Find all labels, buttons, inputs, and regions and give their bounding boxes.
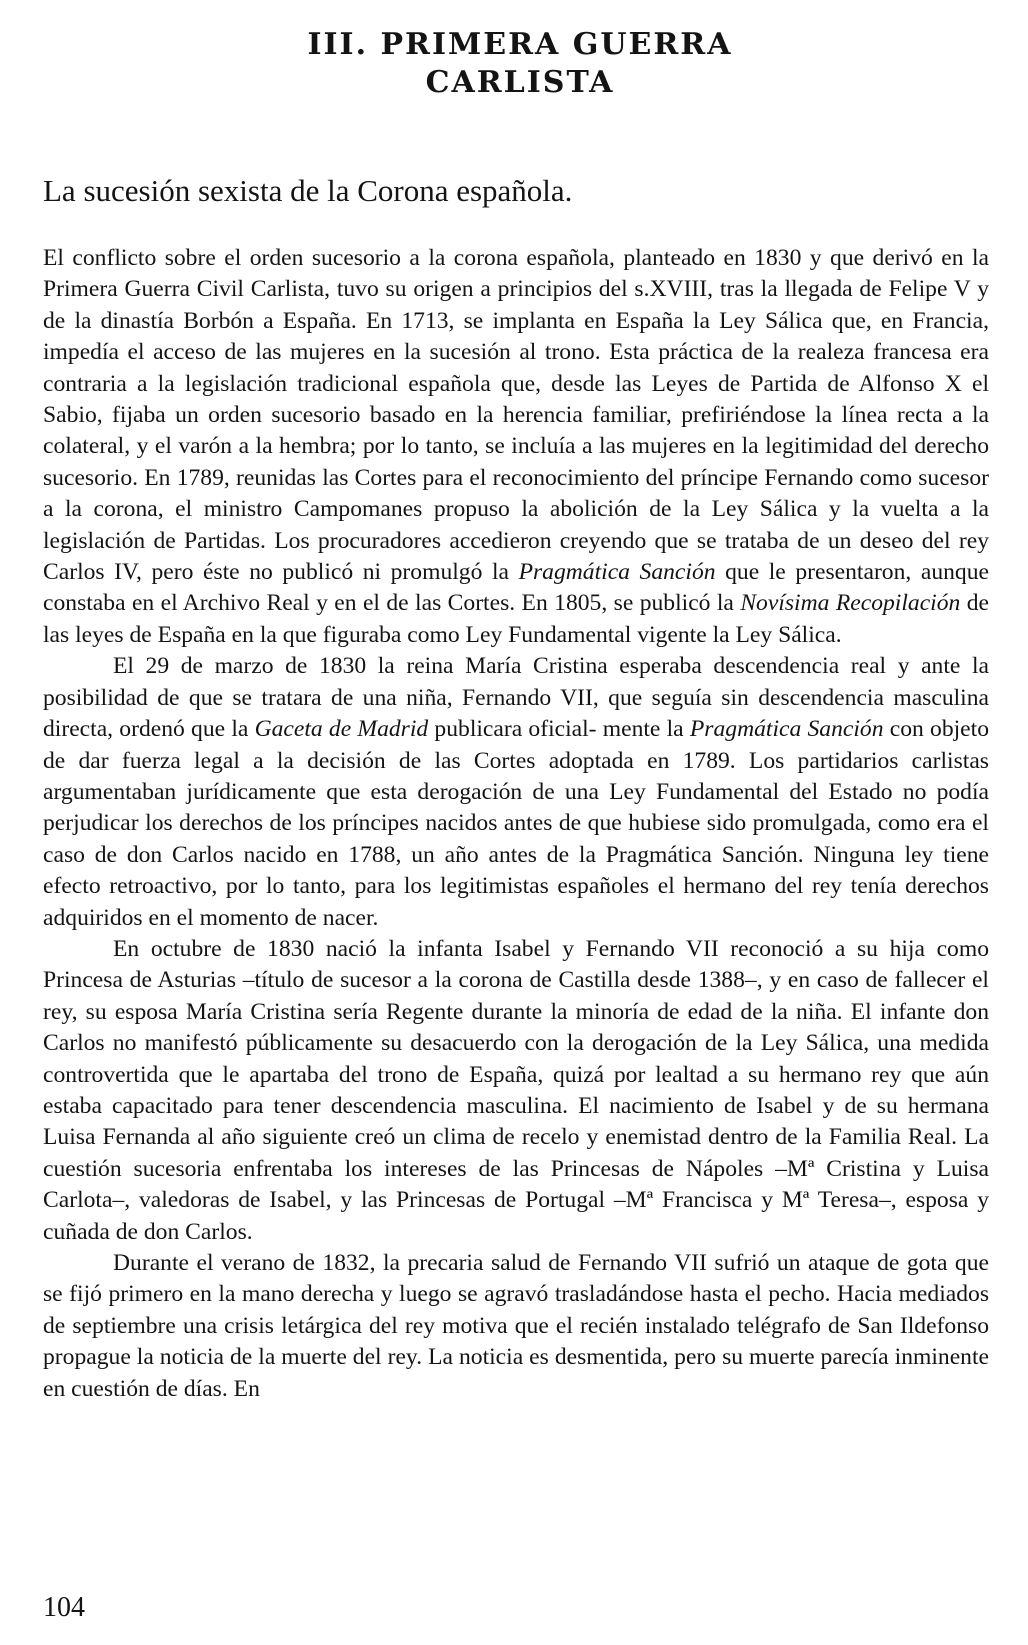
paragraph-1-text-3: de las leyes de España en la que figuraba como Ley Fundamental vigente la Ley Sálica. xyxy=(43,590,989,648)
paragraph-2-text-1: El 29 de marzo de 1830 la reina María Cristina esperaba descendencia real y ante la posibilidad de que se tratara de una niña, Fernando VII, que seguía sin descendencia masculina directa, ordenó que la xyxy=(43,653,989,743)
paragraph-2 xyxy=(43,651,989,934)
paragraph-3: En octubre de 1830 nació la infanta Isabel y Fernando VII reconoció a su hija como Princesa de Asturias –título de sucesor a la corona de Castilla desde 1388–, y en caso de fallecer el rey, su esposa María Cristina sería Regente durante la minoría de edad de la niña. El infante don Carlos no manifestó públicamente su desacuerdo con la derogación de la Ley Sálica, una medida controvertida que le apartaba del trono de España, quizá por lealtad a su hermano rey que aún estaba capacitado para tener descendencia masculina. El nacimiento de Isabel y de su hermana Luisa Fernanda al año siguiente creó un clima de recelo y enemistad dentro de la Familia Real. La cuestión sucesoria enfrentaba los intereses de las Princesas de Nápoles –Mª Cristina y Luisa Carlota–, valedoras de Isabel, y las Princesas de Portugal –Mª Francisca y Mª Teresa–, esposa y cuñada de don Carlos. xyxy=(43,935,989,1245)
page-number: 104 xyxy=(43,1592,85,1623)
body-text xyxy=(43,243,989,1405)
paragraph-2-text-2: publicara oficial- mente la xyxy=(428,716,690,743)
paragraph-1 xyxy=(43,243,989,651)
paragraph-1-italic-2: Novísima Recopilación xyxy=(740,590,961,617)
paragraph-1-text-2: que le presentaron, aunque constaba en el Archivo Real y en el de las Cortes. En 1805, se publicó la xyxy=(43,559,989,617)
chapter-title xyxy=(120,26,920,102)
paragraph-2-italic-1: Gaceta de Madrid xyxy=(254,716,429,743)
section-title: La sucesión sexista de la Corona española. xyxy=(43,173,573,208)
paragraph-4: Durante el verano de 1832, la precaria salud de Fernando VII sufrió un ataque de gota que se fijó primero en la mano derecha y luego se agravó trasladándose hasta el pecho. Hacia mediados de septiembre una crisis letárgica del rey motiva que el recién instalado telégrafo de San Ildefonso propague la noticia de la muerte del rey. La noticia es desmentida, pero su muerte parecía inminente en cuestión de días. En xyxy=(43,1250,989,1402)
paragraph-1-text-1: El conflicto sobre el orden sucesorio a la corona española, planteado en 1830 y que derivó en la Primera Guerra Civil Carlista, tuvo su origen a principios del s.XVIII, tras la llegada de Felipe V y de la dinastía Borbón a España. En 1713, se implanta en España la Ley Sálica que, en Francia, impedía el acceso de las mujeres en la sucesión al trono. Esta práctica de la realeza francesa era contraria a la legislación tradicional española que, desde las Leyes de Partida de Alfonso X el Sabio, fijaba un orden sucesorio basado en la herencia familiar, prefiriéndose la línea recta a la colateral, y el varón a la hembra; por lo tanto, se incluía a las mujeres en la legitimidad del derecho sucesorio. En 1789, reunidas las Cortes para el reconocimiento del príncipe Fernando como sucesor a la corona, el ministro Campomanes propuso la abolición de la Ley Sálica y la vuelta a la legislación de Partidas. Los procuradores accedieron creyendo que se trataba de un deseo del rey Carlos IV, pero éste no publicó ni promulgó la xyxy=(43,245,989,586)
paragraph-2-italic-2: Pragmática Sanción xyxy=(689,716,884,743)
chapter-title-line-2: CARLISTA xyxy=(425,65,615,100)
chapter-title-line-1: III. PRIMERA GUERRA xyxy=(307,27,733,62)
paragraph-2-text-3: con objeto de dar fuerza legal a la decisión de las Cortes adoptada en 1789. Los partidarios carlistas argumentaban jurídicamente que esta derogación de una Ley Fundamental del Estado no podía perjudicar los derechos de los príncipes nacidos antes de que hubiese sido promulgada, como era el caso de don Carlos nacido en 1788, un año antes de la Pragmática Sanción. Ninguna ley tiene efecto retroactivo, por lo tanto, para los legitimistas españoles el hermano del rey tenía derechos adquiridos en el momento de nacer. xyxy=(43,716,989,931)
paragraph-1-italic-1: Pragmática Sanción xyxy=(518,559,716,586)
